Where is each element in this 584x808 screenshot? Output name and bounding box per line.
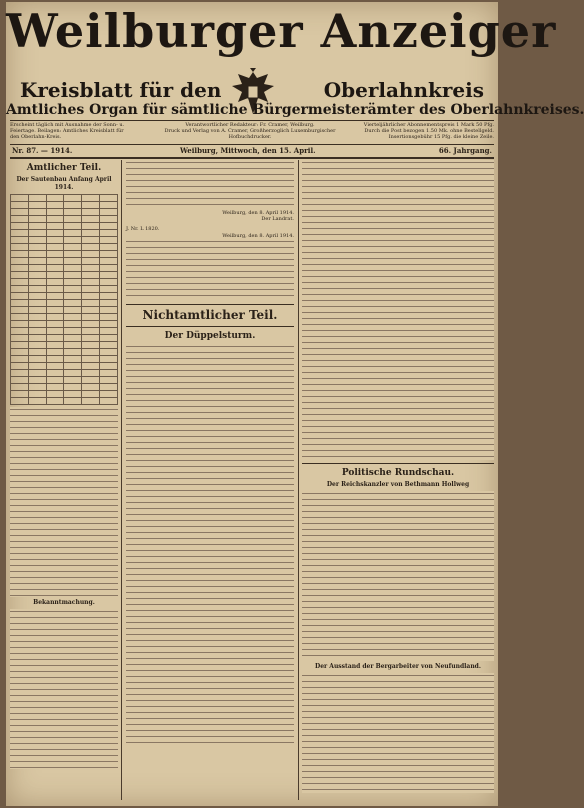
column-right [302, 160, 494, 800]
body-text-block [302, 673, 494, 793]
dateline: Weilburg, den 8. April 1914. [222, 210, 294, 216]
column-main [126, 160, 294, 800]
tagline: Amtliches Organ für sämtliche Bürgermeisterämter des Oberlahnkreises. [6, 102, 584, 118]
body-text-block [10, 407, 118, 597]
info-bar [10, 122, 494, 144]
section-heading-politics: Politische Rundschau. [341, 468, 455, 478]
body-text-block [302, 491, 494, 661]
body-text-block [126, 344, 294, 744]
dateline: Weilburg, den 8. April 1914. [222, 232, 294, 239]
info-editor-line: Verantwortlicher Redakteur: Fr. Cramer, Weilburg. [185, 122, 315, 128]
info-publication: Erscheint täglich mit Ausnahme der Sonn- u. Feiertage. Beilagen: Amtliches Kreisblatt für den Oberlahn-Kreis. [10, 122, 125, 140]
newspaper-title: Weilburger Anzeiger [6, 4, 557, 58]
column-divider [121, 160, 122, 800]
volume-number: 66. Jahrgang. [438, 146, 492, 155]
newspaper-page [6, 2, 584, 806]
info-editor [160, 122, 340, 144]
subtitle-left: Kreisblatt für den [20, 78, 222, 102]
column-divider [298, 160, 299, 800]
divider [126, 326, 294, 327]
body-text-block [126, 239, 294, 301]
body-text-block [302, 160, 494, 460]
info-pricing: Vierteljährlicher Abonnementspreis 1 Mark 50 Pfg. Durch die Post bezogen 1.50 Mk. ohne Bestellgeld. Insertionsgebühr 15 Pfg. die kleine Zeile. [363, 122, 494, 140]
article-heading-duppel: Der Düppelsturm. [164, 330, 256, 341]
reference-number: J. Nr. L 1820. [126, 226, 160, 233]
column-official [10, 160, 118, 800]
place-date: Weilburg, Mittwoch, den 15. April. [180, 146, 316, 155]
subheading-ausstand: Der Ausstand der Bergarbeiter von Neufundland. [315, 663, 481, 670]
subtitle-right: Oberlahnkreis [323, 78, 484, 102]
info-press-line: Druck und Verlag von A. Cramer, Großherzoglich Luxemburgischer Hofbuchdrucker. [164, 128, 336, 140]
subheading-sautenbau: Der Sautenbau Anfang April 1914. [16, 176, 112, 191]
body-text-block [126, 160, 294, 210]
issue-number: Nr. 87. — 1914. [12, 146, 73, 155]
subheading-reichskanzler: Der Reichskanzler von Bethmann Hollweg [326, 481, 470, 488]
section-heading-unofficial: Nichtamtlicher Teil. [142, 307, 278, 322]
date-rule [10, 157, 494, 159]
crop-status-table [10, 194, 118, 405]
divider [126, 304, 294, 305]
notice-heading: Bekanntmachung. [33, 599, 95, 606]
body-text-block [10, 609, 118, 769]
info-rule [10, 144, 494, 145]
date-bar [10, 146, 494, 156]
masthead-rule [10, 120, 494, 121]
section-heading-official: Amtlicher Teil. [26, 163, 102, 173]
divider [302, 463, 494, 464]
signature: Der Landrat. [261, 216, 294, 223]
